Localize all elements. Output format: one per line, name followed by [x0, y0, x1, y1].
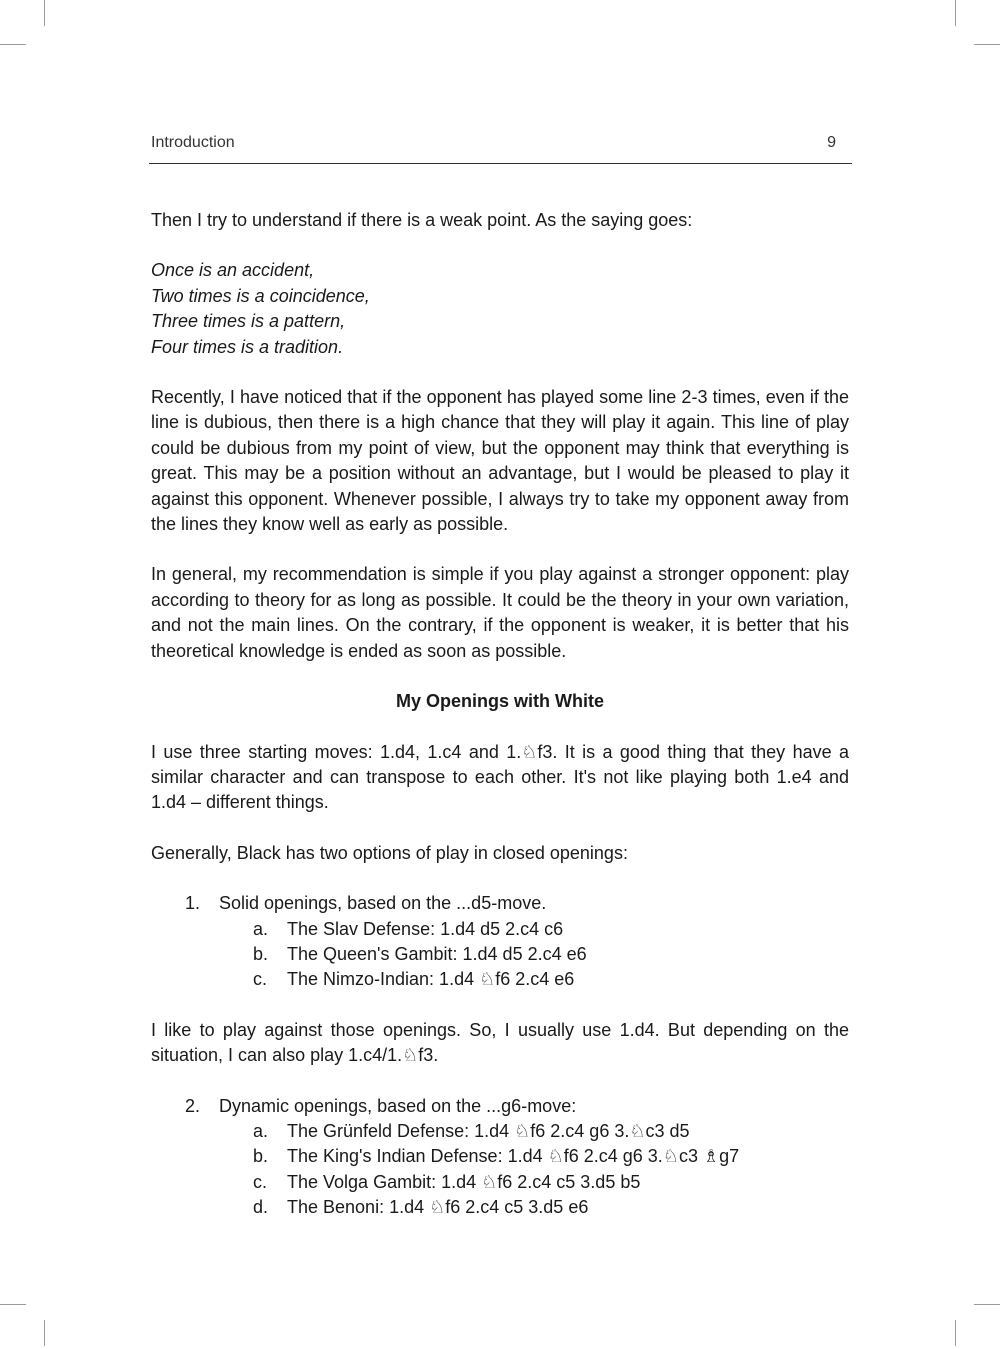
crop-mark: [0, 44, 26, 45]
crop-mark: [974, 1304, 1000, 1305]
sub-list-letter: a.: [253, 1120, 269, 1141]
sub-list-item: [151, 942, 849, 967]
sub-list-letter: b.: [253, 1146, 269, 1167]
sub-list-text: The Benoni: 1.d4 ♘f6 2.c4 c5 3.d5 e6: [287, 1197, 589, 1218]
paragraph: Recently, I have noticed that if the opponent has played some line 2-3 times, even if the line is dubious, then there is a high chance that they will play it again. This line of play could be dubious from my point of view, but the opponent may think that everything is great. This may be a position without an advantage, but I would be pleased to play it against this opponent. Whenever possible, I always try to take my opponent away from the lines they know well as early as possible.: [151, 387, 849, 535]
running-title: Introduction: [151, 134, 235, 151]
crop-mark: [0, 1304, 26, 1305]
page-number: 9: [827, 134, 836, 151]
numbered-list: [151, 891, 849, 916]
sub-list-text: The King's Indian Defense: 1.d4 ♘f6 2.c4 g6 3.♘c3 ♗g7: [287, 1146, 740, 1167]
sub-list: [151, 1119, 849, 1221]
page-body: [151, 208, 849, 1221]
crop-mark: [955, 0, 956, 26]
poem-line: Four times is a tradition.: [151, 336, 344, 357]
sub-list-item: [151, 917, 849, 942]
list-item: [151, 891, 849, 916]
poem-line: Once is an accident,: [151, 260, 315, 281]
list-item: [151, 1094, 849, 1119]
sub-list-letter: a.: [253, 918, 269, 939]
sub-list-text: The Queen's Gambit: 1.d4 d5 2.c4 e6: [287, 943, 587, 964]
sub-list-item: [151, 1144, 849, 1169]
sub-list-text: The Volga Gambit: 1.d4 ♘f6 2.c4 c5 3.d5 b5: [287, 1171, 641, 1192]
list-number: 2.: [185, 1095, 201, 1116]
sub-list-item: [151, 1170, 849, 1195]
poem-line: Three times is a pattern,: [151, 311, 346, 332]
paragraph: I like to play against those openings. So, I usually use 1.d4. But depending on the situation, I can also play 1.c4/1.♘f3.: [151, 1019, 849, 1066]
sub-list-letter: c.: [253, 969, 268, 990]
paragraph: I use three starting moves: 1.d4, 1.c4 and 1.♘f3. It is a good thing that they have a similar character and can transpose to each other. It's not like playing both 1.e4 and 1.d4 – different things.: [151, 741, 849, 813]
sub-list-letter: d.: [253, 1197, 269, 1218]
poem-line: Two times is a coincidence,: [151, 285, 370, 306]
sub-list-letter: c.: [253, 1171, 268, 1192]
sub-list-letter: b.: [253, 943, 269, 964]
list-item-text: Solid openings, based on the ...d5-move.: [219, 893, 547, 914]
paragraph: Then I try to understand if there is a weak point. As the saying goes:: [151, 210, 693, 230]
header-rule: [149, 163, 852, 164]
sub-list-item: [151, 1195, 849, 1220]
sub-list-item: [151, 967, 849, 992]
paragraph: Generally, Black has two options of play in closed openings:: [151, 842, 628, 863]
poem: [151, 258, 849, 360]
section-heading: My Openings with White: [396, 691, 604, 712]
list-item-text: Dynamic openings, based on the ...g6-move:: [219, 1095, 577, 1116]
crop-mark: [974, 44, 1000, 45]
paragraph: In general, my recommendation is simple if you play against a stronger opponent: play according to theory for as long as possible. It could be the theory in your own variation, and not the main lines. On the contrary, if the opponent is weaker, it is better that his theoretical knowledge is ended as soon as possible.: [151, 564, 849, 661]
crop-mark: [44, 0, 45, 26]
list-number: 1.: [185, 893, 201, 914]
sub-list-item: [151, 1119, 849, 1144]
sub-list: [151, 917, 849, 993]
crop-mark: [44, 1320, 45, 1346]
sub-list-text: The Slav Defense: 1.d4 d5 2.c4 c6: [287, 918, 564, 939]
sub-list-text: The Grünfeld Defense: 1.d4 ♘f6 2.c4 g6 3.♘c3 d5: [287, 1120, 690, 1141]
sub-list-text: The Nimzo-Indian: 1.d4 ♘f6 2.c4 e6: [287, 969, 575, 990]
crop-mark: [955, 1320, 956, 1346]
page-header: [151, 134, 851, 158]
numbered-list: [151, 1094, 849, 1119]
